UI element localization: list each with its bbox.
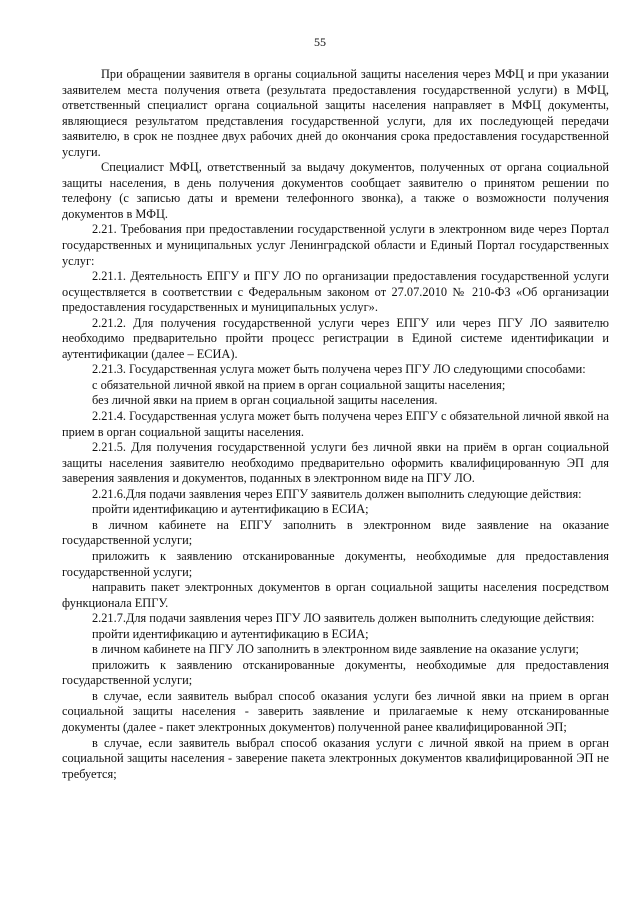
list-item-without-visit-sign: в случае, если заявитель выбрал способ оказания услуги без личной явки на прием в орган социальной защиты населения - заверить заявление и прилагаемые к нему отсканированные документы (далее - пакет электронных документов) полученной ранее квалифицированной ЭП; xyxy=(62,688,609,734)
paragraph-mfc-specialist: Специалист МФЦ, ответственный за выдачу документов, полученных от органа социальной защиты населения, в день получения документов сообщает заявителю о принятом решении по телефону (с записью даты и времени телефонного звонка), а также о возможности получения документов в МФЦ. xyxy=(62,160,609,221)
paragraph-2-21-5: 2.21.5. Для получения государственной услуги без личной явки на приём в орган социальной защиты населения заявителю необходимо предварительно оформить квалифицированную ЭП для заверения заявления и документов, поданных в электронном виде на ПГУ ЛО. xyxy=(62,440,609,486)
list-item-without-visit: без личной явки на прием в орган социальной защиты населения. xyxy=(92,393,438,408)
list-item-with-visit-no-sign: в случае, если заявитель выбрал способ оказания услуги с личной явкой на прием в орган социальной защиты населения - заверение пакета электронных документов квалифицированной ЭП не требуется; xyxy=(62,735,609,781)
paragraph-2-21: 2.21. Требования при предоставлении государственной услуги в электронном виде через Портал государственных и муниципальных услуг Ленинградской области и Единый Портал государственных услуг: xyxy=(62,222,609,268)
paragraph-mfc-request: При обращении заявителя в органы социальной защиты населения через МФЦ и при указании заявителем места получения ответа (результата предоставления государственной услуги) в МФЦ, ответственный специалист органа социальной защиты населения направляет в МФЦ документы, являющиеся результатом представления государственной услуги, для их последующей передачи заявителю, в срок не позднее двух рабочих дней до окончания срока предоставления государственной услуги. xyxy=(62,67,609,159)
list-item-attach-documents-epgu: приложить к заявлению отсканированные документы, необходимые для предоставления государственной услуги; xyxy=(62,548,609,579)
paragraph-2-21-6: 2.21.6.Для подачи заявления через ЕПГУ заявитель должен выполнить следующие действия: xyxy=(92,486,582,501)
list-item-send-package-epgu: направить пакет электронных документов в орган социальной защиты населения посредством функционала ЕПГУ. xyxy=(62,580,609,610)
list-item-attach-documents-pgu: приложить к заявлению отсканированные документы, необходимые для предоставления государственной услуги; xyxy=(62,657,609,688)
paragraph-2-21-2: 2.21.2. Для получения государственной услуги через ЕПГУ или через ПГУ ЛО заявителю необходимо предварительно пройти процесс регистрации в Единой системе идентификации и аутентификации (далее – ЕСИА). xyxy=(62,315,609,361)
list-item-esia-auth-pgu: пройти идентификацию и аутентификацию в ЕСИА; xyxy=(92,626,369,641)
paragraph-2-21-4: 2.21.4. Государственная услуга может быть получена через ЕПГУ с обязательной личной явкой на прием в орган социальной защиты населения. xyxy=(62,409,609,439)
page-number: 55 xyxy=(314,35,326,49)
list-item-fill-application-pgu: в личном кабинете на ПГУ ЛО заполнить в электронном виде заявление на оказание услуги; xyxy=(92,642,579,657)
paragraph-2-21-1: 2.21.1. Деятельность ЕПГУ и ПГУ ЛО по организации предоставления государственной услуги осуществляется в соответствии с Федеральным законом от 27.07.2010 № 210-ФЗ «Об организации предоставления государственных и муниципальных услуг». xyxy=(62,269,609,315)
list-item-fill-application-epgu: в личном кабинете на ЕПГУ заполнить в электронном виде заявление на оказание государственной услуги; xyxy=(62,517,609,548)
paragraph-2-21-3: 2.21.3. Государственная услуга может быть получена через ПГУ ЛО следующими способами: xyxy=(92,362,586,377)
list-item-with-visit: с обязательной личной явкой на прием в орган социальной защиты населения; xyxy=(92,377,506,392)
paragraph-2-21-7: 2.21.7.Для подачи заявления через ПГУ ЛО заявитель должен выполнить следующие действия: xyxy=(92,611,595,626)
list-item-esia-auth-epgu: пройти идентификацию и аутентификацию в ЕСИА; xyxy=(92,502,369,517)
document-body xyxy=(62,67,609,782)
